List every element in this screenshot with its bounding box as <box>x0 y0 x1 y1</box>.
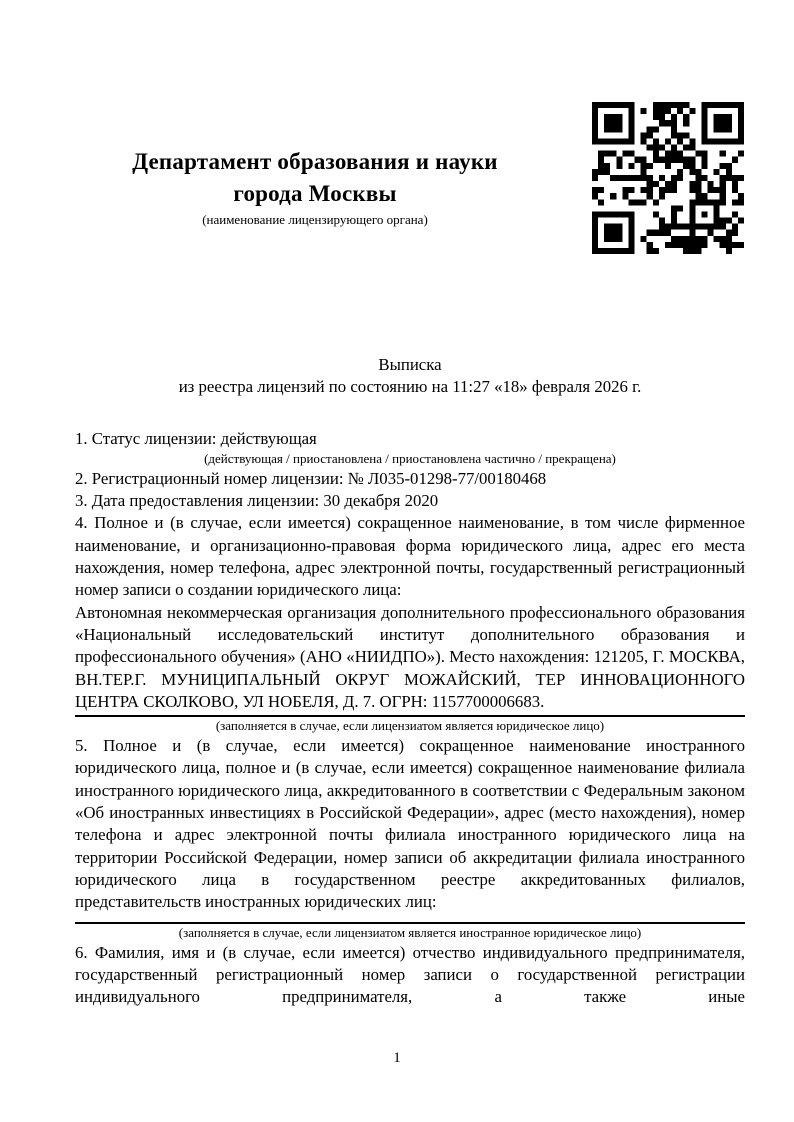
document-body <box>75 428 745 1009</box>
title-line2: из реестра лицензий по состоянию на 11:27 «18» февраля 2026 г. <box>178 377 642 397</box>
item-6-entrepreneur-heading: 6. Фамилия, имя и (в случае, если имеется) отчество индивидуального предпринимателя, государственный регистрационный номер записи о государственной регистрации индивидуального предпринимателя, а также иные <box>75 942 745 1007</box>
org-name-line2: города Москвы <box>233 181 397 206</box>
document-header <box>75 0 555 228</box>
licensing-authority-name <box>75 146 555 210</box>
item-5-foreign-entity-note: (заполняется в случае, если лицензиатом является иностранное юридическое лицо) <box>178 924 642 940</box>
title-line1: Выписка <box>378 355 442 374</box>
item-1-license-status: 1. Статус лицензии: действующая <box>75 428 317 448</box>
qr-code-icon <box>592 102 744 254</box>
item-2-registration-number: 2. Регистрационный номер лицензии: № Л035-01298-77/00180468 <box>75 468 547 488</box>
item-3-grant-date: 3. Дата предоставления лицензии: 30 декабря 2020 <box>75 491 439 511</box>
org-name-line1: Департамент образования и науки <box>132 149 498 174</box>
licensing-authority-caption: (наименование лицензирующего органа) <box>202 212 428 227</box>
item-4-legal-entity-note: (заполняется в случае, если лицензиатом является юридическое лицо) <box>215 718 605 734</box>
item-1-status-options-note: (действующая / приостановлена / приостановлена частично / прекращена) <box>204 450 616 466</box>
item-5-foreign-entity-heading: 5. Полное и (в случае, если имеется) сокращенное наименование иностранного юридического лица, полное и (в случае, если имеется) сокращенное наименование филиала иностранного юридического лица, аккредитованного в соответствии с Федеральным законом «Об иностранных инвестициях в Российской Федерации», адрес (место нахождения), номер телефона и адрес электронной почты филиала иностранного юридического лица на территории Российской Федерации, номер записи об аккредитации филиала иностранного юридического лица в государственном реестре аккредитованных филиалов, представительств иностранных юридических лиц: <box>75 736 745 912</box>
item-4-legal-entity-heading: 4. Полное и (в случае, если имеется) сокращенное наименование, в том числе фирменное наименование, и организационно-правовая форма юридического лица, адрес его места нахождения, номер телефона, адрес электронной почты, государственный регистрационный номер записи о создании юридического лица: <box>75 513 745 600</box>
document-title <box>75 354 745 399</box>
item-4-legal-entity-value: Автономная некоммерческая организация дополнительного профессионального образования «Национальный исследовательский институт дополнительного образования и профессионального обучения» (АНО «НИИДПО»). Место нахождения: 121205, Г. МОСКВА, ВН.ТЕР.Г. МУНИЦИПАЛЬНЫЙ ОКРУГ МОЖАЙСКИЙ, ТЕР ИННОВАЦИОННОГО ЦЕНТРА СКОЛКОВО, УЛ НОБЕЛЯ, Д. 7. ОГРН: 1157700006683. <box>75 602 745 711</box>
page-number: 1 <box>393 1050 401 1066</box>
